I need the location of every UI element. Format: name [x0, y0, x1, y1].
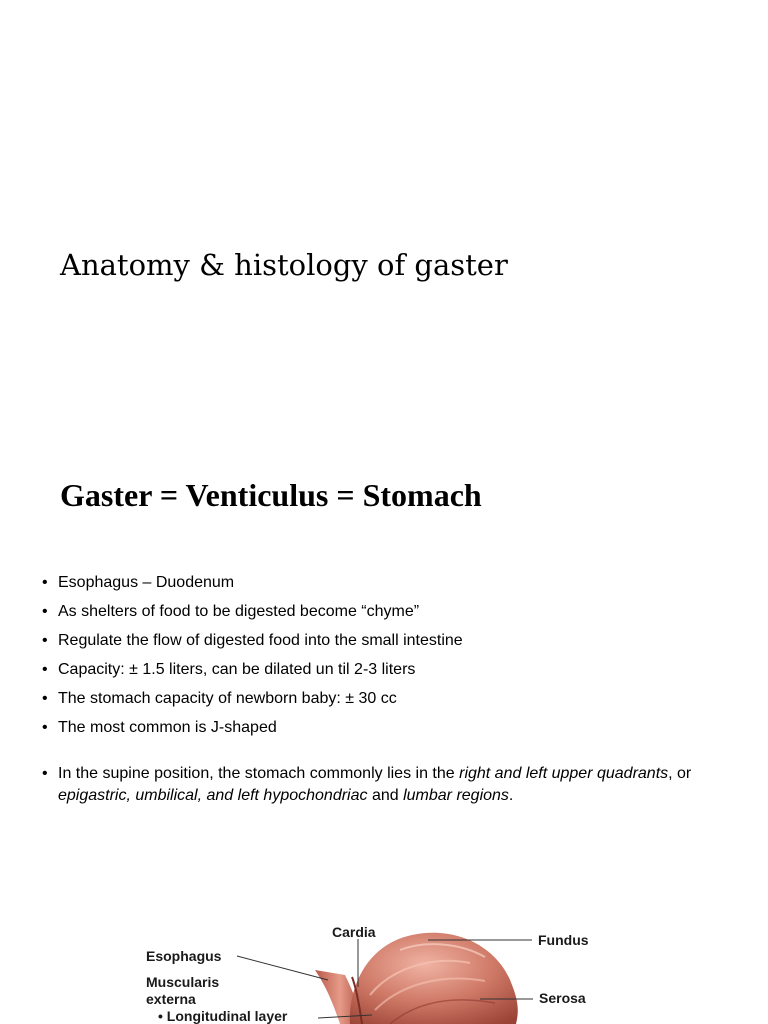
leader-line-esophagus — [237, 956, 328, 980]
bullet-item: • The most common is J-shaped — [42, 717, 742, 746]
label-serosa: Serosa — [539, 990, 586, 1006]
note-emphasis: epigastric, umbilical, and left hypochondriac — [58, 787, 368, 804]
bullet-item: • The stomach capacity of newborn baby: ± 30 cc — [42, 688, 742, 717]
note-text: , or — [668, 765, 692, 782]
fundus-shape — [350, 933, 518, 1024]
bullet-item: • As shelters of food to be digested become “chyme” — [42, 601, 742, 630]
label-externa: externa — [146, 991, 196, 1007]
label-muscularis: Muscularis — [146, 974, 220, 990]
stomach-anatomy-figure — [140, 915, 620, 1024]
bullet-item: • Esophagus – Duodenum — [42, 572, 742, 601]
bullet-list — [42, 572, 742, 807]
slide-heading: Gaster = Venticulus = Stomach — [60, 477, 482, 513]
note-emphasis: lumbar regions — [403, 787, 509, 804]
note-text: In the supine position, the stomach commonly lies in the — [58, 765, 460, 782]
note-text: . — [508, 787, 514, 804]
bullet-item: • Capacity: ± 1.5 liters, can be dilated un til 2-3 liters — [42, 659, 742, 688]
bullet-item: • Regulate the flow of digested food into the small intestine — [42, 630, 742, 659]
label-cardia: Cardia — [332, 924, 376, 940]
label-esophagus: Esophagus — [146, 948, 222, 964]
label-longitudinal-layer: • Longitudinal layer — [158, 1008, 288, 1024]
slide-title: Anatomy & histology of gaster — [60, 248, 508, 282]
note-text: and — [367, 787, 404, 804]
note-emphasis: right and left upper quadrants — [459, 765, 669, 782]
supine-position-note — [42, 763, 742, 807]
label-fundus: Fundus — [538, 932, 589, 948]
